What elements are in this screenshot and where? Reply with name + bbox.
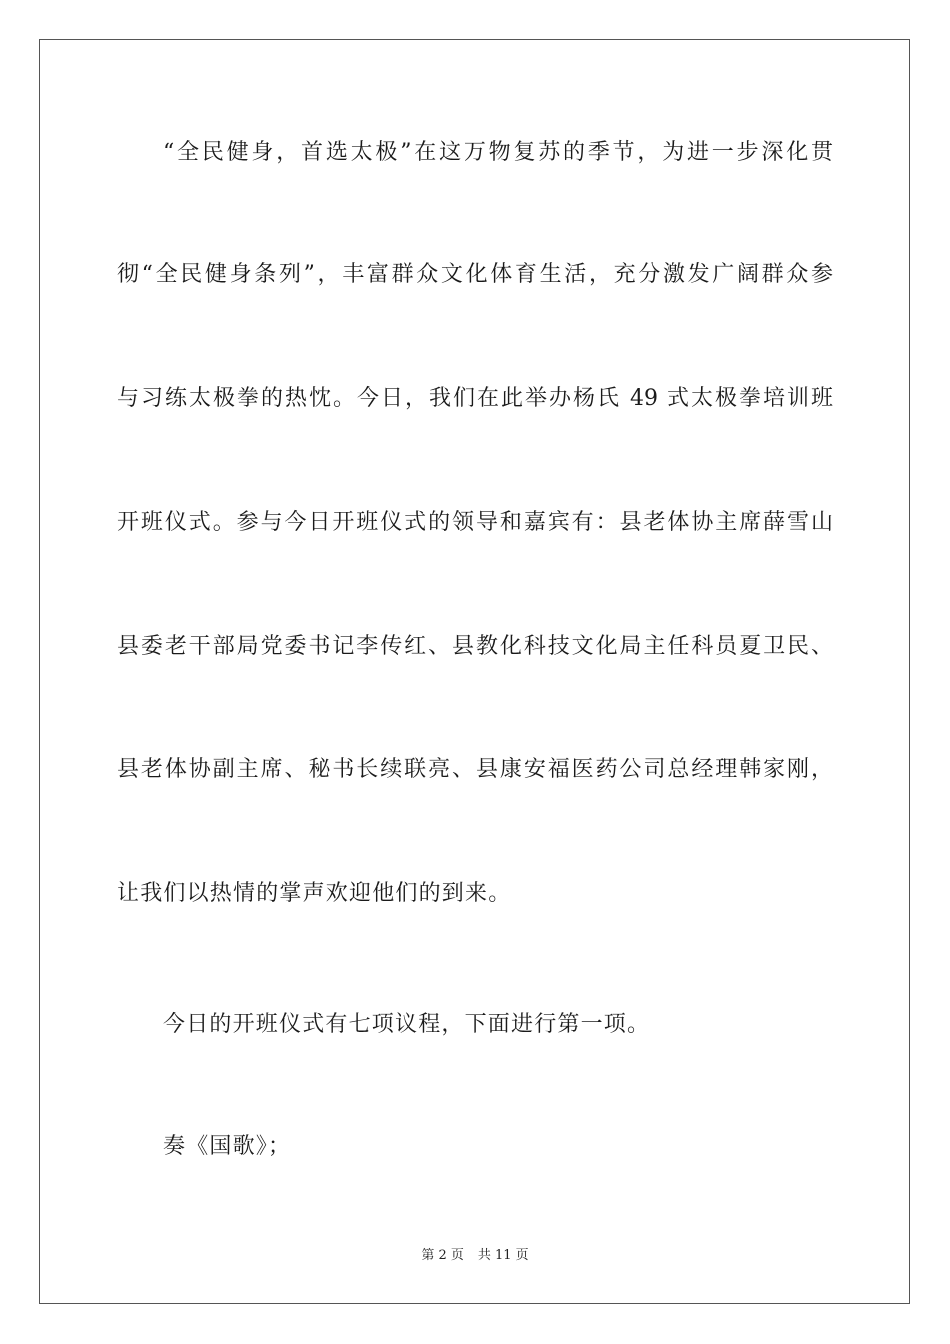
paragraph-line: “全民健身，首选太极”在这万物复苏的季节，为进一步深化贯 bbox=[163, 140, 833, 165]
paragraph-line: 奏《国歌》； bbox=[163, 1134, 292, 1159]
paragraph-line: 今日的开班仪式有七项议程，下面进行第一项。 bbox=[163, 1012, 651, 1037]
paragraph-line: 开班仪式。参与今日开班仪式的领导和嘉宾有：县老体协主席薛雪山 bbox=[117, 510, 833, 535]
page-footer bbox=[0, 1247, 950, 1265]
page-total: 共 11 页 bbox=[477, 1248, 529, 1263]
paragraph-line: 县老体协副主席、秘书长续联亮、县康安福医药公司总经理韩家刚， bbox=[117, 757, 833, 782]
paragraph-line: 与习练太极拳的热忱。今日，我们在此举办杨氏 49 式太极拳培训班 bbox=[117, 386, 833, 411]
paragraph-line: 让我们以热情的掌声欢迎他们的到来。 bbox=[117, 881, 512, 906]
page-number: 第 2 页 bbox=[421, 1248, 464, 1263]
paragraph-line: 县委老干部局党委书记李传红、县教化科技文化局主任科员夏卫民、 bbox=[117, 634, 833, 659]
paragraph-line: 彻“全民健身条列”，丰富群众文化体育生活，充分激发广阔群众参 bbox=[117, 262, 833, 287]
